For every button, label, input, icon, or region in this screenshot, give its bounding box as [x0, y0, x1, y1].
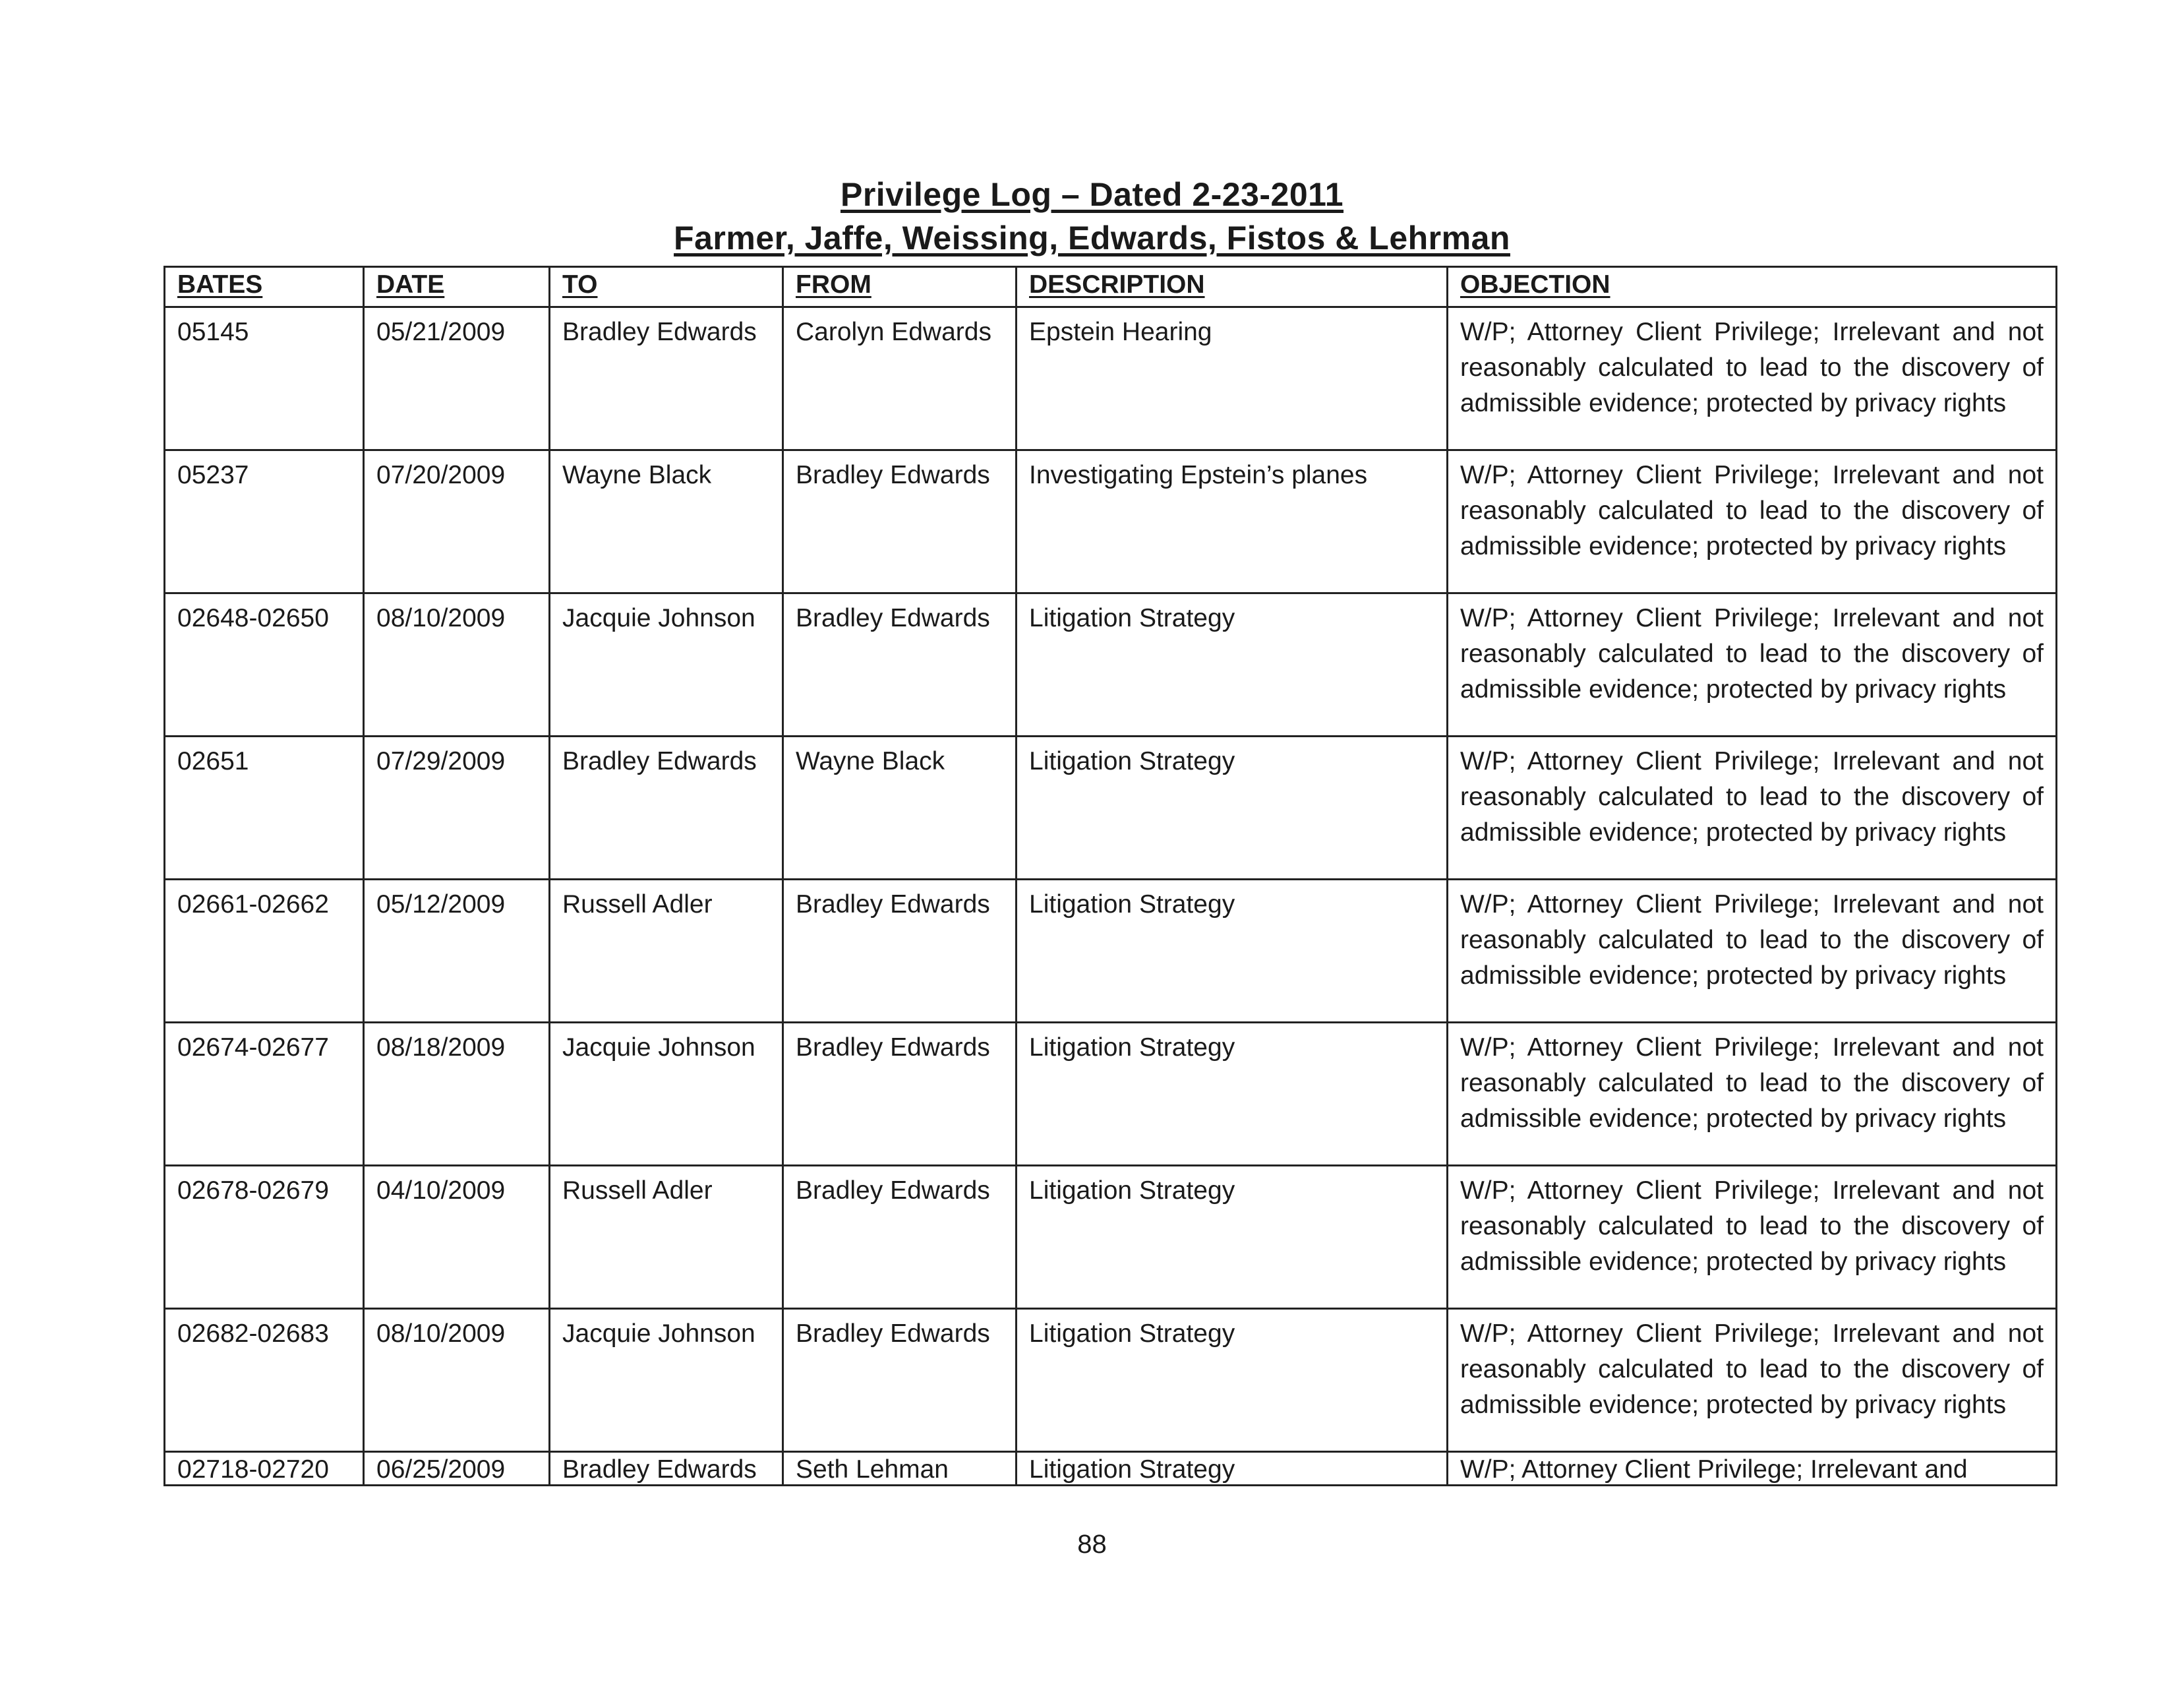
cell-bates: 05237 [165, 450, 364, 593]
cell-from: Wayne Black [783, 737, 1017, 880]
cell-bates: 02661-02662 [165, 880, 364, 1023]
cell-from: Bradley Edwards [783, 1166, 1017, 1309]
cell-description: Investigating Epstein’s planes [1017, 450, 1448, 593]
header-date: DATE [364, 267, 550, 307]
cell-objection: W/P; Attorney Client Privilege; Irrelevant and not reasonably calculated to lead to the discovery of admissible evidence; protected by privacy rights [1448, 307, 2057, 450]
cell-from: Seth Lehman [783, 1452, 1017, 1486]
header-to: TO [550, 267, 783, 307]
cell-objection: W/P; Attorney Client Privilege; Irrelevant and not reasonably calculated to lead to the discovery of admissible evidence; protected by privacy rights [1448, 1309, 2057, 1452]
cell-objection: W/P; Attorney Client Privilege; Irrelevant and not reasonably calculated to lead to the discovery of admissible evidence; protected by privacy rights [1448, 450, 2057, 593]
table-body [165, 307, 2057, 1486]
cell-bates: 02678-02679 [165, 1166, 364, 1309]
table-row [165, 450, 2057, 593]
cell-from: Bradley Edwards [783, 593, 1017, 737]
cell-objection: W/P; Attorney Client Privilege; Irrelevant and [1448, 1452, 2057, 1486]
cell-from: Bradley Edwards [783, 880, 1017, 1023]
cell-from: Bradley Edwards [783, 1309, 1017, 1452]
header-from: FROM [783, 267, 1017, 307]
cell-description: Litigation Strategy [1017, 593, 1448, 737]
cell-description: Litigation Strategy [1017, 1309, 1448, 1452]
privilege-log-table [163, 266, 2057, 1486]
table-row [165, 593, 2057, 737]
cell-date: 08/10/2009 [364, 593, 550, 737]
cell-description: Litigation Strategy [1017, 880, 1448, 1023]
cell-date: 05/21/2009 [364, 307, 550, 450]
cell-description: Epstein Hearing [1017, 307, 1448, 450]
cell-description: Litigation Strategy [1017, 737, 1448, 880]
cell-objection: W/P; Attorney Client Privilege; Irrelevant and not reasonably calculated to lead to the discovery of admissible evidence; protected by privacy rights [1448, 880, 2057, 1023]
cell-bates: 02651 [165, 737, 364, 880]
cell-date: 06/25/2009 [364, 1452, 550, 1486]
cell-objection: W/P; Attorney Client Privilege; Irrelevant and not reasonably calculated to lead to the discovery of admissible evidence; protected by privacy rights [1448, 1166, 2057, 1309]
title-line-2: Farmer, Jaffe, Weissing, Edwards, Fistos & Lehrman [674, 220, 1510, 257]
table-row [165, 307, 2057, 450]
cell-to: Jacquie Johnson [550, 593, 783, 737]
table-row [165, 737, 2057, 880]
table-header-row [165, 267, 2057, 307]
cell-to: Bradley Edwards [550, 1452, 783, 1486]
cell-to: Bradley Edwards [550, 737, 783, 880]
cell-bates: 05145 [165, 307, 364, 450]
header-description: DESCRIPTION [1017, 267, 1448, 307]
cell-date: 07/29/2009 [364, 737, 550, 880]
cell-date: 08/10/2009 [364, 1309, 550, 1452]
cell-to: Russell Adler [550, 1166, 783, 1309]
table-row [165, 1023, 2057, 1166]
cell-date: 05/12/2009 [364, 880, 550, 1023]
cell-date: 08/18/2009 [364, 1023, 550, 1166]
cell-objection: W/P; Attorney Client Privilege; Irrelevant and not reasonably calculated to lead to the discovery of admissible evidence; protected by privacy rights [1448, 737, 2057, 880]
cell-date: 04/10/2009 [364, 1166, 550, 1309]
cell-bates: 02682-02683 [165, 1309, 364, 1452]
table-row [165, 1452, 2057, 1486]
cell-date: 07/20/2009 [364, 450, 550, 593]
cell-description: Litigation Strategy [1017, 1023, 1448, 1166]
cell-to: Jacquie Johnson [550, 1309, 783, 1452]
cell-to: Wayne Black [550, 450, 783, 593]
cell-from: Bradley Edwards [783, 450, 1017, 593]
table-row [165, 880, 2057, 1023]
cell-description: Litigation Strategy [1017, 1452, 1448, 1486]
header-bates: BATES [165, 267, 364, 307]
document-title [0, 173, 2184, 260]
cell-from: Carolyn Edwards [783, 307, 1017, 450]
cell-from: Bradley Edwards [783, 1023, 1017, 1166]
cell-to: Bradley Edwards [550, 307, 783, 450]
table-row [165, 1309, 2057, 1452]
cell-objection: W/P; Attorney Client Privilege; Irrelevant and not reasonably calculated to lead to the discovery of admissible evidence; protected by privacy rights [1448, 593, 2057, 737]
page-number: 88 [1077, 1530, 1107, 1559]
cell-to: Russell Adler [550, 880, 783, 1023]
title-line-1: Privilege Log – Dated 2-23-2011 [840, 176, 1344, 213]
cell-to: Jacquie Johnson [550, 1023, 783, 1166]
table-row [165, 1166, 2057, 1309]
cell-bates: 02648-02650 [165, 593, 364, 737]
cell-description: Litigation Strategy [1017, 1166, 1448, 1309]
cell-bates: 02718-02720 [165, 1452, 364, 1486]
cell-objection: W/P; Attorney Client Privilege; Irrelevant and not reasonably calculated to lead to the discovery of admissible evidence; protected by privacy rights [1448, 1023, 2057, 1166]
header-objection: OBJECTION [1448, 267, 2057, 307]
cell-bates: 02674-02677 [165, 1023, 364, 1166]
